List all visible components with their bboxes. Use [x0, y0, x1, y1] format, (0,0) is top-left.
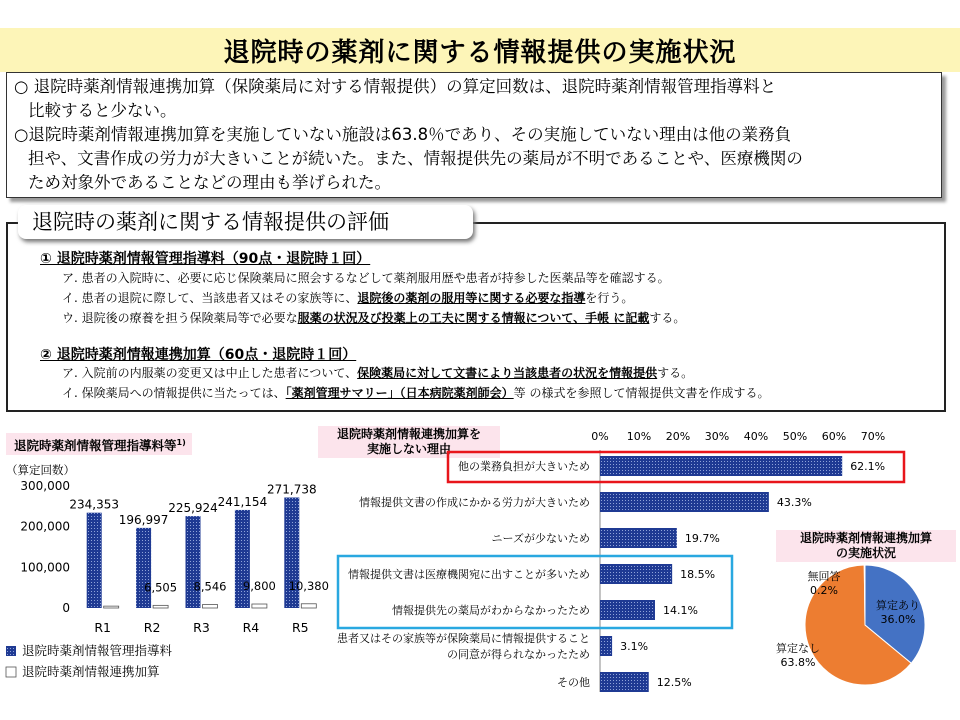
hbar-chart-title: 退院時薬剤情報連携加算を 実施しない理由	[318, 426, 500, 458]
bar-value-label: 8,546	[193, 579, 227, 594]
bar-value-label: 10,380	[288, 578, 329, 593]
hbar-value-label: 3.1%	[620, 640, 649, 653]
hbar-4	[600, 564, 672, 584]
hbar-category-label: その他	[557, 676, 590, 689]
x-tick-label: 50%	[782, 430, 808, 443]
item1-line-i: イ. 患者の退院に際して、当該患者又はその家族等に、退院後の薬剤の服用等に関する必要な指導を行う。	[62, 291, 634, 305]
x-tick-label: 60%	[821, 430, 847, 443]
x-tick-label: R1	[94, 620, 112, 635]
hbar-category-label: の同意が得られなかったため	[447, 648, 590, 661]
pie-value-label: 36.0%	[880, 613, 916, 626]
hbar-6	[600, 636, 612, 656]
item1-line-a: ア. 患者の入院時に、必要に応じ保険薬局に照会するなどして薬剤服用歴や患者が持参した医薬品等を確認する。	[62, 271, 670, 285]
summary-line: ため対象外であることなどの理由も挙げられた。	[28, 173, 391, 192]
hbar-5	[600, 600, 655, 620]
item2-heading: ② 退院時薬剤情報連携加算（60点・退院時１回）	[40, 347, 357, 363]
bar-value-label: 271,738	[266, 482, 317, 497]
item1-heading: ① 退院時薬剤情報管理指導料（90点・退院時１回）	[40, 251, 371, 267]
bar-chart-ylabel: （算定回数）	[6, 463, 75, 477]
hbar-category-label: 患者又はその家族等が保険薬局に情報提供すること	[337, 632, 590, 645]
x-tick-label: 10%	[626, 430, 652, 443]
bar-guidance-fee	[235, 510, 250, 608]
x-tick-label: 0%	[591, 430, 609, 443]
x-tick-label: 70%	[860, 430, 886, 443]
legend-swatch-liaison-addition	[6, 667, 16, 677]
hbar-category-label: 情報提供文書は医療機関宛に出すことが多いため	[348, 568, 590, 581]
legend-swatch-guidance-fee	[6, 646, 16, 656]
summary-line: 比較すると少ない。	[28, 101, 177, 120]
pie-label: 無回答	[807, 570, 841, 583]
pie-label: 算定なし	[776, 642, 820, 655]
hbar-category-label: 情報提供先の薬局がわからなかったため	[392, 604, 590, 617]
y-tick-label: 0	[62, 601, 70, 615]
summary-line: ○ 退院時薬剤情報連携加算（保険薬局に対する情報提供）の算定回数は、退院時薬剤情報管理指導料と	[14, 77, 777, 96]
hbar-value-label: 43.3%	[776, 496, 812, 509]
bar-value-label: 241,154	[217, 494, 268, 509]
x-tick-label: 30%	[704, 430, 730, 443]
legend-label: 退院時薬剤情報管理指導料	[22, 643, 173, 658]
page-title: 退院時の薬剤に関する情報提供の実施状況	[223, 38, 737, 68]
bar-liaison-addition	[203, 605, 218, 608]
bar-chart-title: 退院時薬剤情報管理指導料等$^{1)}$	[6, 433, 192, 455]
pie-value-label: 0.2%	[810, 584, 838, 597]
x-tick-label: 40%	[743, 430, 769, 443]
bar-guidance-fee	[136, 528, 151, 608]
y-tick-label: 300,000	[20, 479, 70, 493]
hbar-category-label: 他の業務負担が大きいため	[458, 460, 590, 473]
highlight-box-blue	[338, 556, 732, 628]
hbar-2	[600, 492, 769, 512]
item1-line-u: ウ. 退院後の療養を担う保険薬局等で必要な服薬の状況及び投薬上の工夫に関する情報について、手帳 に記載する。	[62, 311, 686, 325]
x-tick-label: R2	[143, 620, 161, 635]
hbar-category-label: 情報提供文書の作成にかかる労力が大きいため	[359, 496, 590, 509]
pie-label: 算定あり	[876, 599, 920, 612]
hbar-value-label: 18.5%	[680, 568, 716, 581]
hbar-1	[600, 456, 842, 476]
x-tick-label: R4	[242, 620, 260, 635]
item2-line-a: ア. 入院前の内服薬の変更又は中止した患者について、保険薬局に対して文書により当該患者の状況を情報提供する。	[62, 366, 694, 380]
bar-liaison-addition	[104, 606, 119, 608]
bar-value-label: 6,505	[144, 580, 178, 595]
hbar-category-label: ニーズが少ないため	[491, 532, 590, 545]
revenue-bar-chart	[0, 470, 335, 690]
bar-guidance-fee	[87, 513, 102, 608]
bar-liaison-addition	[252, 604, 267, 608]
pie-value-label: 63.8%	[780, 656, 816, 669]
legend-label: 退院時薬剤情報連携加算	[22, 664, 160, 679]
evaluation-header: 退院時の薬剤に関する情報提供の評価	[18, 205, 473, 239]
y-tick-label: 200,000	[20, 519, 70, 534]
bar-liaison-addition	[301, 604, 316, 608]
y-tick-label: 100,000	[20, 560, 70, 575]
status-pie-chart	[760, 560, 960, 690]
hbar-7	[600, 672, 649, 692]
x-tick-label: R5	[291, 620, 309, 635]
hbar-3	[600, 528, 677, 548]
item2-line-i: イ. 保険薬局への情報提供に当たっては、「薬剤管理サマリー」（日本病院薬剤師会）等 の様式を参照して情報提供文書を作成する。	[62, 386, 770, 400]
bar-value-label: 196,997	[118, 512, 169, 527]
hbar-value-label: 19.7%	[684, 532, 720, 545]
pie-chart-title: 退院時薬剤情報連携加算 の実施状況	[776, 530, 956, 562]
bar-value-label: 225,924	[168, 501, 218, 516]
x-tick-label: 20%	[665, 430, 691, 443]
bar-value-label: 234,353	[69, 497, 120, 512]
bar-liaison-addition	[153, 605, 168, 608]
summary-line: ○退院時薬剤情報連携加算を実施していない施設は63.8％であり、その実施していない理由は他の業務負	[14, 125, 792, 144]
bar-value-label: 9,800	[242, 579, 276, 594]
hbar-value-label: 14.1%	[662, 604, 698, 617]
bar-guidance-fee	[186, 516, 201, 608]
hbar-value-label: 62.1%	[850, 460, 886, 473]
summary-line: 担や、文書作成の労力が大きいことが続いた。また、情報提供先の薬局が不明であることや、医療機関の	[28, 149, 803, 168]
hbar-value-label: 12.5%	[656, 676, 692, 689]
x-tick-label: R3	[193, 620, 210, 635]
